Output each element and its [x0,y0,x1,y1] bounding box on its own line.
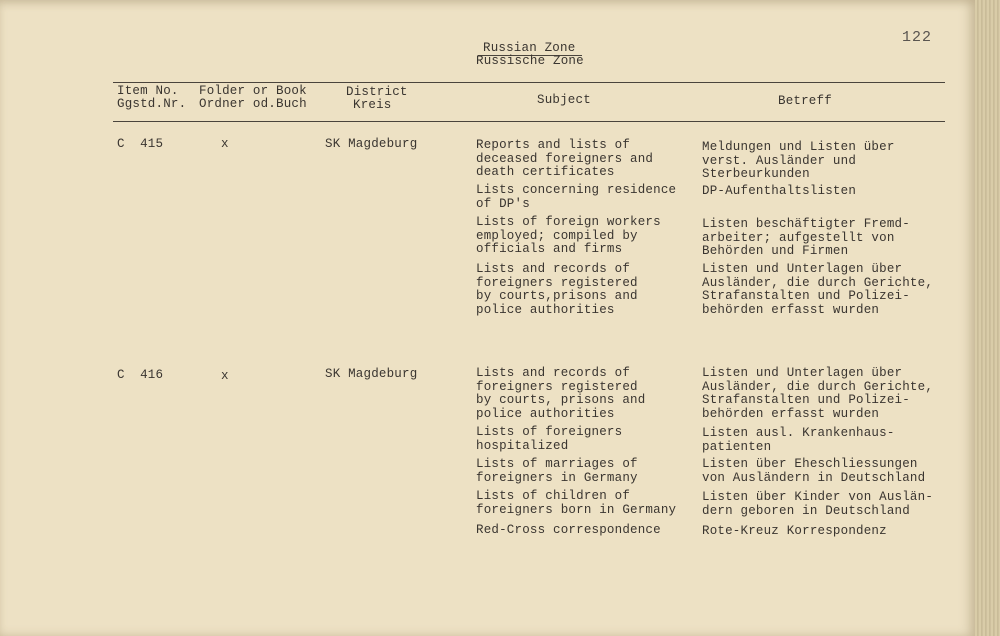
subject-cell: Lists of foreigners hospitalized [476,425,623,453]
header-betreff: Betreff [778,94,832,108]
betreff-cell: Meldungen und Listen über verst. Ausländer und Sterbeurkunden [702,140,895,182]
header-item-en: Item No. [117,84,179,98]
header-folder-en: Folder or Book [199,84,307,98]
header-item-de: Ggstd.Nr. [117,97,187,111]
subject-cell: Reports and lists of deceased foreigners and death certificates [476,138,654,180]
betreff-cell: Listen über Eheschliessungen von Ausländern in Deutschland [702,457,926,485]
betreff-cell: DP-Aufenthaltslisten [702,184,857,198]
betreff-cell: Listen und Unterlagen über Ausländer, die durch Gerichte, Strafanstalten und Polizei- behörden erfasst wurden [702,262,934,317]
header-rule-bottom [113,121,945,122]
entry-folder-mark: x [221,369,229,383]
header-rule-top [113,82,945,83]
subject-cell: Lists of children of foreigners born in Germany [476,489,677,517]
betreff-cell: Rote-Kreuz Korrespondenz [702,524,887,538]
entry-folder-mark: x [221,137,229,151]
entry-district: SK Magdeburg [325,367,418,381]
subject-cell: Lists and records of foreigners registered by courts, prisons and police authorities [476,366,646,421]
header-district-de: Kreis [353,98,392,112]
entry-district: SK Magdeburg [325,137,418,151]
zone-title-de: Russische Zone [476,54,584,68]
subject-cell: Lists concerning residence of DP's [476,183,677,211]
betreff-cell: Listen über Kinder von Auslän- dern geboren in Deutschland [702,490,934,518]
subject-cell: Lists of marriages of foreigners in Germany [476,457,638,485]
subject-cell: Lists of foreign workers employed; compiled by officials and firms [476,215,661,257]
header-district-en: District [346,85,408,99]
header-folder-de: Ordner od.Buch [199,97,307,111]
page-edge [975,0,1000,636]
betreff-cell: Listen ausl. Krankenhaus- patienten [702,426,895,454]
entry-item-number: C 416 [117,368,164,382]
zone-title-en: Russian Zone [483,41,576,55]
header-subject: Subject [537,93,591,107]
subject-cell: Lists and records of foreigners registered by courts,prisons and police authorities [476,262,638,317]
page-number: 122 [902,29,933,46]
entry-item-number: C 415 [117,137,164,151]
betreff-cell: Listen und Unterlagen über Ausländer, die durch Gerichte, Strafanstalten und Polizei- behörden erfasst wurden [702,366,934,421]
subject-cell: Red-Cross correspondence [476,523,661,537]
betreff-cell: Listen beschäftigter Fremd- arbeiter; aufgestellt von Behörden und Firmen [702,217,910,259]
